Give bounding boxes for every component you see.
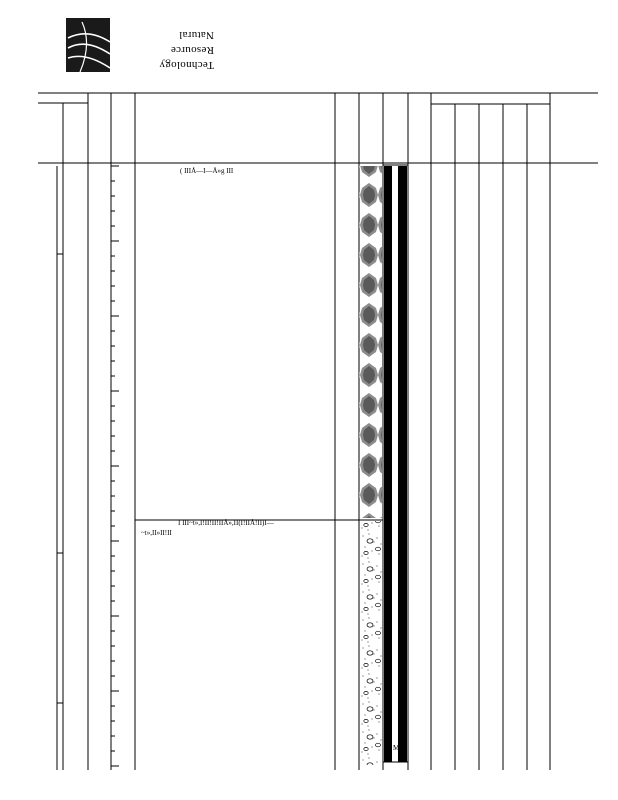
unit-2-description-line-1: I III~t»,I!II!II!IIÅ»,II(I!IIÅ!II)I— xyxy=(178,519,274,527)
gravel-sand-pattern xyxy=(359,521,382,765)
elevation-column xyxy=(57,166,63,770)
logo-line-1: Technology xyxy=(159,59,214,71)
header-rules xyxy=(38,93,598,163)
unit-1-description: ( IIIÅ—I—Å»g III xyxy=(180,167,234,175)
blocky-fill-pattern xyxy=(359,166,382,518)
column-rules xyxy=(63,93,550,770)
unit-2-description-line-2: ~t»,II»II!II xyxy=(141,529,172,537)
solid-casing-column xyxy=(383,165,408,762)
depth-scale xyxy=(111,166,119,766)
svg-text:M: M xyxy=(393,744,400,752)
logo-line-3: Natural xyxy=(178,29,214,41)
logo-line-2: Resource xyxy=(170,44,214,56)
